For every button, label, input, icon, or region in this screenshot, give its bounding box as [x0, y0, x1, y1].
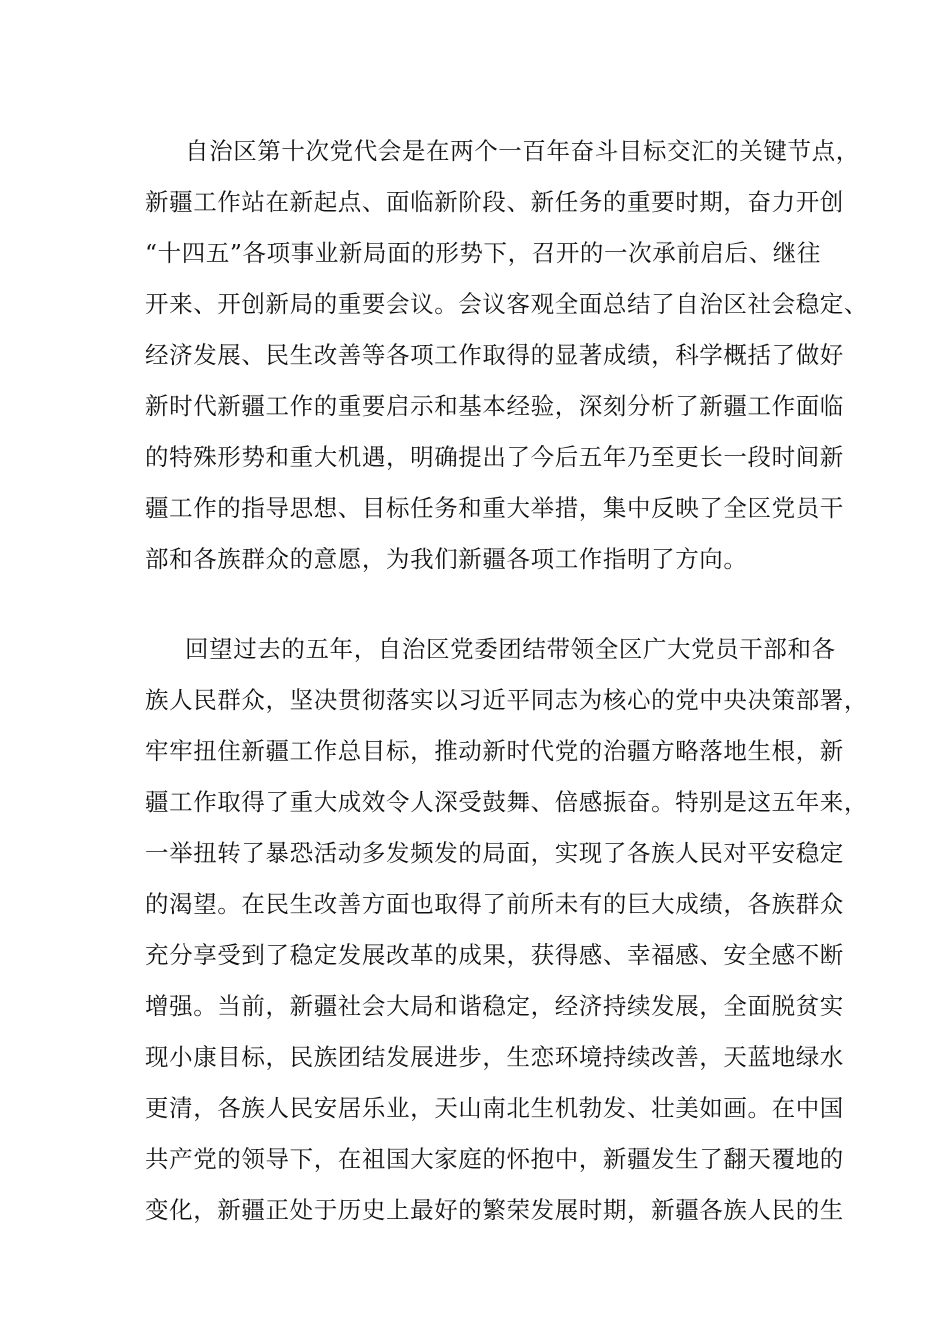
- paragraph-line: 族人民群众，坚决贯彻落实以习近平同志为核心的党中央决策部署，: [145, 686, 868, 714]
- paragraph-line: 增强。当前，新疆社会大局和谐稳定，经济持续发展，全面脱贫实: [145, 992, 844, 1020]
- paragraph-line: 牢牢扭住新疆工作总目标，推动新时代党的治疆方略落地生根，新: [145, 737, 844, 765]
- paragraph-line: 疆工作取得了重大成效令人深受鼓舞、倍感振奋。特别是这五年来，: [145, 788, 868, 816]
- paragraph-line: 新时代新疆工作的重要启示和基本经验，深刻分析了新疆工作面临: [145, 392, 844, 420]
- paragraph-line: 的渴望。在民生改善方面也取得了前所未有的巨大成绩，各族群众: [145, 890, 844, 918]
- paragraph-line: 自治区第十次党代会是在两个一百年奋斗目标交汇的关键节点，: [185, 137, 860, 165]
- paragraph-line: 经济发展、民生改善等各项工作取得的显著成绩，科学概括了做好: [145, 341, 844, 369]
- paragraph-line: “十四五”各项事业新局面的形势下，召开的一次承前启后、继往: [145, 239, 821, 267]
- paragraph-line: 变化，新疆正处于历史上最好的繁荣发展时期，新疆各族人民的生: [145, 1196, 844, 1224]
- paragraph-line: 部和各族群众的意愿，为我们新疆各项工作指明了方向。: [145, 545, 748, 573]
- paragraph-line: 的特殊形势和重大机遇，明确提出了今后五年乃至更长一段时间新: [145, 443, 844, 471]
- paragraph-line: 一举扭转了暴恐活动多发频发的局面，实现了各族人民对平安稳定: [145, 839, 844, 867]
- paragraph-line: 开来、开创新局的重要会议。会议客观全面总结了自治区社会稳定、: [145, 290, 868, 318]
- paragraph-line: 共产党的领导下，在祖国大家庭的怀抱中，新疆发生了翻天覆地的: [145, 1145, 844, 1173]
- paragraph-line: 充分享受到了稳定发展改革的成果，获得感、幸福感、安全感不断: [145, 941, 844, 969]
- paragraph-line: 新疆工作站在新起点、面临新阶段、新任务的重要时期，奋力开创: [145, 188, 844, 216]
- paragraph-line: 现小康目标，民族团结发展进步，生恋环境持续改善，天蓝地绿水: [145, 1043, 844, 1071]
- paragraph-line: 更清，各族人民安居乐业，天山南北生机勃发、壮美如画。在中国: [145, 1094, 844, 1122]
- paragraph-line: 回望过去的五年，自治区党委团结带领全区广大党员干部和各: [185, 635, 836, 663]
- paragraph-line: 疆工作的指导思想、目标任务和重大举措，集中反映了全区党员干: [145, 494, 844, 522]
